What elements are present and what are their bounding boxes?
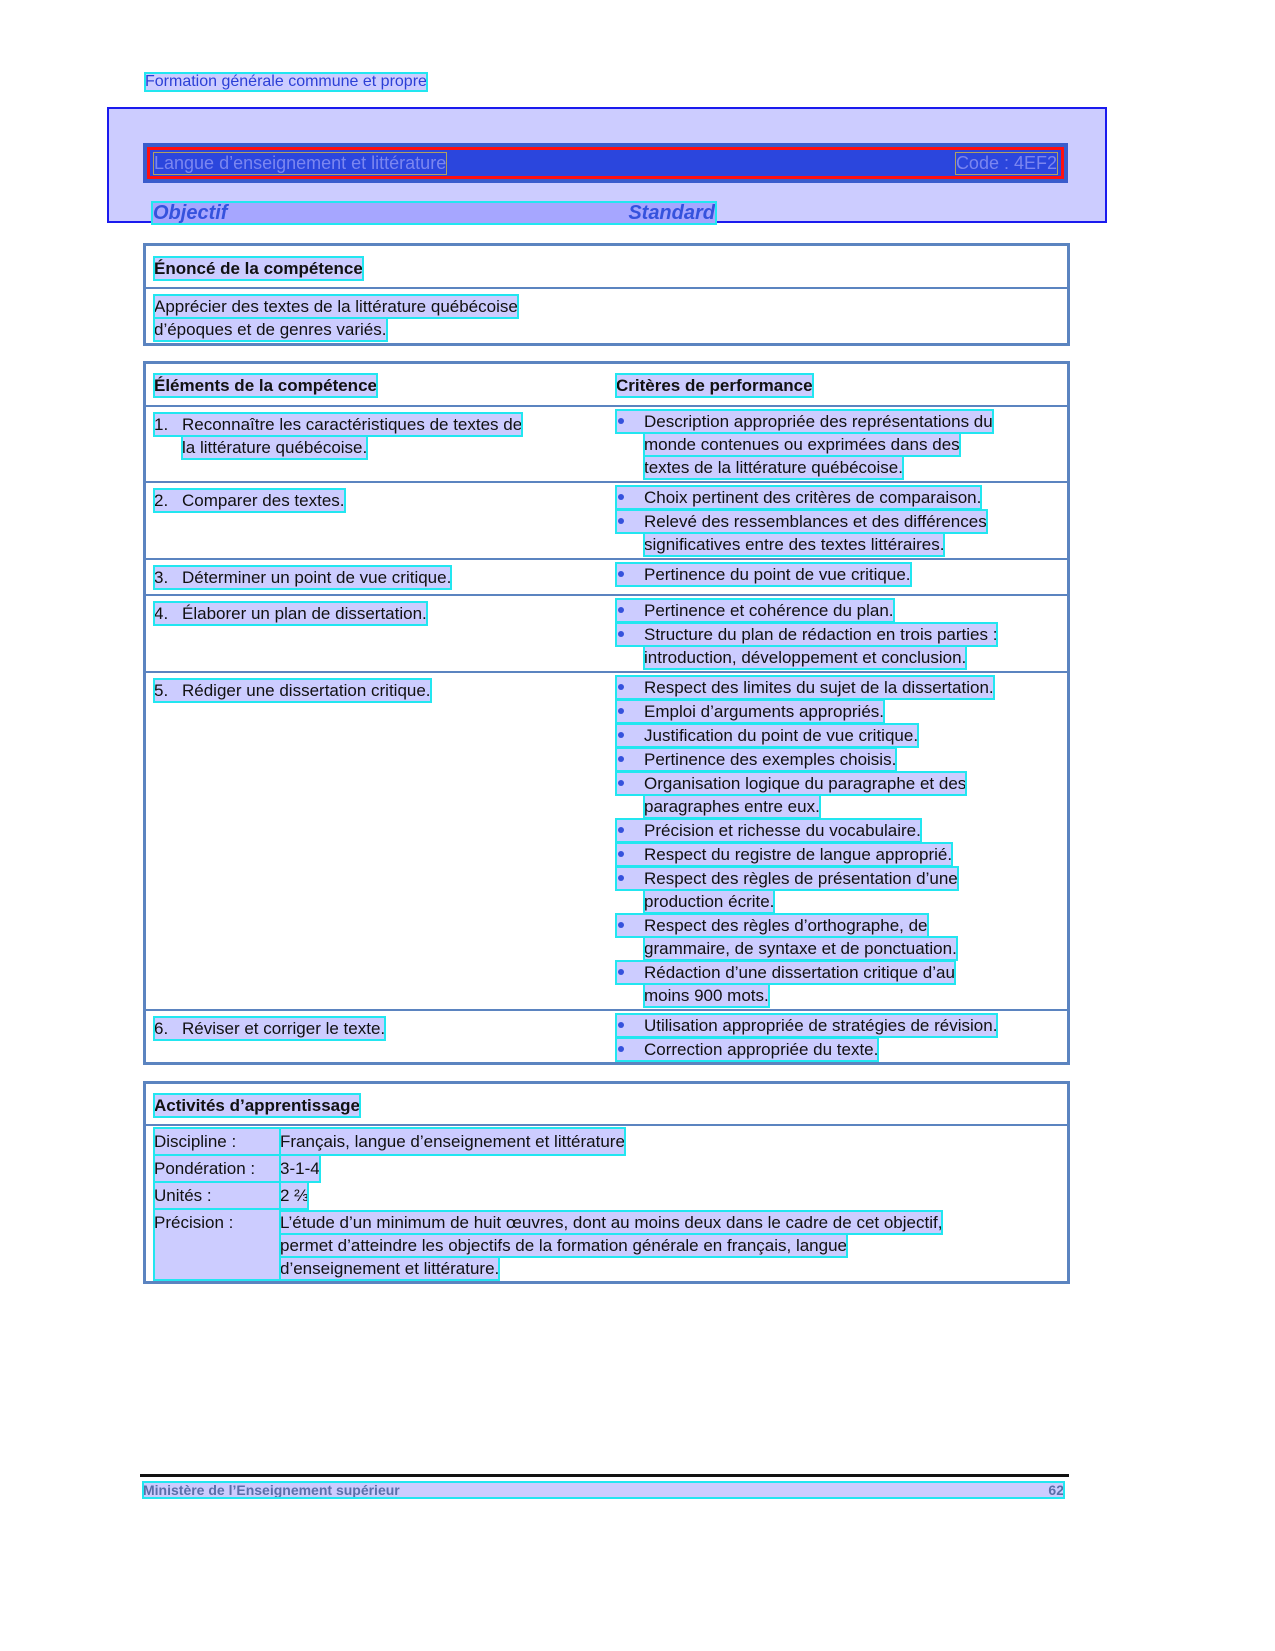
discipline-label: Discipline :: [154, 1128, 280, 1155]
criterion-text: Pertinence des exemples choisis.: [616, 748, 896, 771]
element-text: [154, 413, 522, 436]
activites-heading: Activités d’apprentissage: [154, 1096, 360, 1115]
enonce-heading: Énoncé de la compétence: [154, 259, 363, 278]
table-row: [146, 594, 1067, 671]
activites-box: [143, 1081, 1070, 1284]
title-bar: [143, 143, 1068, 183]
unites-value: 2 ⅔: [280, 1182, 308, 1209]
element-label: Réviser et corriger le texte.: [182, 1019, 386, 1038]
criterion-text: Correction appropriée du texte.: [616, 1038, 878, 1061]
table-row: [146, 671, 1067, 1009]
enonce-text: d’époques et de genres variés.: [154, 320, 387, 339]
criterion-text: significatives entre des textes littéraires.: [644, 535, 945, 554]
element-number: 4.: [154, 604, 169, 623]
element-number: 2.: [154, 491, 169, 510]
elements-table: [143, 361, 1070, 1065]
element-number: 1.: [154, 415, 169, 434]
element-text: [154, 489, 345, 512]
criterion-text: Relevé des ressemblances et des différences: [616, 510, 987, 533]
section-label: Formation générale commune et propre: [145, 73, 427, 90]
element-text: [154, 1017, 385, 1040]
criterion-text: Structure du plan de rédaction en trois parties :: [616, 623, 997, 646]
criterion-text: Respect du registre de langue approprié.: [616, 843, 952, 866]
objectif-standard-row: [153, 203, 715, 223]
ponderation-value: 3-1-4: [280, 1155, 320, 1182]
element-label: Comparer des textes.: [182, 491, 345, 510]
criterion-text: Pertinence et cohérence du plan.: [616, 599, 894, 622]
precision-text: permet d’atteindre les objectifs de la formation générale en français, langue: [280, 1236, 848, 1255]
elements-heading: Éléments de la compétence: [154, 376, 377, 395]
criterion-text: Précision et richesse du vocabulaire.: [616, 819, 921, 842]
course-code: Code : 4EF2: [955, 152, 1057, 173]
table-row: [146, 1009, 1067, 1063]
precision-label: Précision :: [154, 1209, 280, 1280]
element-number: 3.: [154, 568, 169, 587]
precision-text: d’enseignement et littérature.: [280, 1259, 500, 1278]
criterion-text: Emploi d’arguments appropriés.: [616, 700, 884, 723]
criterion-text: Utilisation appropriée de stratégies de révision.: [616, 1014, 997, 1037]
criterion-text: production écrite.: [644, 892, 775, 911]
criterion-text: Description appropriée des représentations du: [616, 410, 993, 433]
standard-label: Standard: [628, 202, 715, 224]
criterion-text: monde contenues ou exprimées dans des: [644, 435, 960, 454]
table-row: [146, 481, 1067, 558]
criterion-text: paragraphes entre eux.: [644, 797, 820, 816]
ponderation-label: Pondération :: [154, 1155, 280, 1182]
element-label: Déterminer un point de vue critique.: [182, 568, 452, 587]
element-text: [154, 679, 431, 702]
element-number: 5.: [154, 681, 169, 700]
criterion-text: introduction, développement et conclusion.: [644, 648, 967, 667]
enonce-text: Apprécier des textes de la littérature québécoise: [154, 297, 518, 316]
criterion-text: Organisation logique du paragraphe et des: [616, 772, 966, 795]
table-row: [146, 558, 1067, 594]
criterion-text: Respect des limites du sujet de la dissertation.: [616, 676, 994, 699]
criterion-text: moins 900 mots.: [644, 986, 769, 1005]
element-label: Reconnaître les caractéristiques de textes de: [182, 415, 523, 434]
course-title: Langue d’enseignement et littérature: [154, 152, 447, 173]
footer-divider: [140, 1474, 1069, 1477]
criterion-text: Rédaction d’une dissertation critique d’au: [616, 961, 955, 984]
criterion-text: Respect des règles de présentation d’une: [616, 867, 958, 890]
criterion-text: Choix pertinent des critères de comparaison.: [616, 486, 981, 509]
element-text: la littérature québécoise.: [182, 438, 368, 457]
criterion-text: Respect des règles d’orthographe, de: [616, 914, 928, 937]
page-number: 62: [1048, 1482, 1064, 1498]
element-label: Élaborer un plan de dissertation.: [182, 604, 427, 623]
ministry-name: Ministère de l’Enseignement supérieur: [143, 1482, 400, 1498]
criterion-text: grammaire, de syntaxe et de ponctuation.: [644, 939, 957, 958]
element-label: Rédiger une dissertation critique.: [182, 681, 431, 700]
element-text: [154, 602, 427, 625]
criterion-text: Justification du point de vue critique.: [616, 724, 918, 747]
element-text: [154, 566, 451, 589]
criterion-text: textes de la littérature québécoise.: [644, 458, 903, 477]
criteres-heading: Critères de performance: [616, 376, 813, 395]
objectif-label: Objectif: [153, 202, 228, 224]
precision-text: L’étude d’un minimum de huit œuvres, dont au moins deux dans le cadre de cet objectif,: [280, 1213, 943, 1232]
page-footer: [143, 1482, 1064, 1498]
element-number: 6.: [154, 1019, 169, 1038]
unites-label: Unités :: [154, 1182, 280, 1209]
discipline-value: Français, langue d’enseignement et littérature: [280, 1128, 625, 1155]
criterion-text: Pertinence du point de vue critique.: [616, 563, 911, 586]
enonce-box: [143, 243, 1070, 346]
table-row: [146, 405, 1067, 481]
